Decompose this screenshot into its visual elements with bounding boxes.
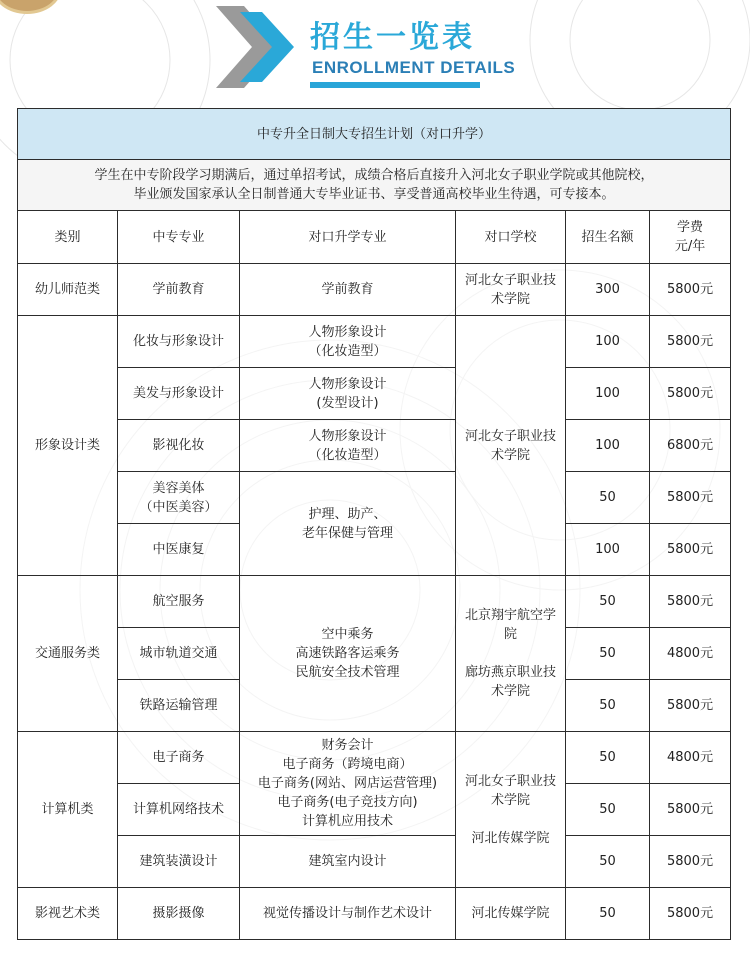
table-row	[18, 836, 731, 888]
col-header-fee	[650, 211, 731, 264]
table-title: 中专升全日制大专招生计划（对口升学）	[18, 109, 731, 160]
major-cell: 美发与形象设计	[118, 368, 240, 420]
school-cell	[456, 732, 566, 888]
quota-cell: 100	[566, 368, 650, 420]
table-title-row	[18, 109, 731, 160]
major-cell: 影视化妆	[118, 420, 240, 472]
quota-cell: 100	[566, 316, 650, 368]
major-cell: 电子商务	[118, 732, 240, 784]
page-subtitle: ENROLLMENT DETAILS	[312, 58, 516, 77]
target-major-cell	[240, 472, 456, 576]
col-header-category: 类别	[18, 211, 118, 264]
major-cell: 化妆与形象设计	[118, 316, 240, 368]
target-major-cell	[240, 368, 456, 420]
fee-cell: 5800元	[650, 368, 731, 420]
fee-cell: 6800元	[650, 420, 731, 472]
quota-cell: 50	[566, 784, 650, 836]
page-header	[0, 0, 750, 100]
target-major-cell	[240, 316, 456, 368]
category-cell: 影视艺术类	[18, 888, 118, 940]
quota-cell: 50	[566, 680, 650, 732]
quota-cell: 50	[566, 576, 650, 628]
target-line: 财务会计	[321, 738, 374, 753]
quota-cell: 50	[566, 472, 650, 524]
target-major-cell	[240, 420, 456, 472]
target-major-cell	[240, 576, 456, 732]
fee-cell: 5800元	[650, 264, 731, 316]
target-line: 护理、助产、	[308, 506, 387, 522]
school-line: 河北传媒学院	[471, 830, 550, 846]
quota-cell: 100	[566, 420, 650, 472]
major-cell: 学前教育	[118, 264, 240, 316]
target-line: 电子商务(网站、网店运营管理)	[257, 776, 438, 791]
fee-cell: 5800元	[650, 524, 731, 576]
fee-cell: 5800元	[650, 784, 731, 836]
fee-cell: 4800元	[650, 732, 731, 784]
school-cell	[456, 576, 566, 732]
major-cell: 航空服务	[118, 576, 240, 628]
major-line: （中医美容）	[139, 499, 218, 515]
chevron-arrow-icon	[210, 6, 300, 88]
table-row	[18, 420, 731, 472]
table-row	[18, 472, 731, 524]
target-line: 人物形象设计	[308, 324, 387, 340]
school-spacer	[459, 644, 562, 663]
target-line: 人物形象设计	[308, 376, 387, 392]
school-line: 廊坊燕京职业技	[464, 665, 556, 680]
col-header-target-major: 对口升学专业	[240, 211, 456, 264]
school-line: 术学院	[490, 792, 530, 808]
col-header-quota: 招生名额	[566, 211, 650, 264]
target-line: 民航安全技术管理	[295, 665, 400, 680]
target-line: 计算机应用技术	[301, 814, 393, 829]
school-line: 河北女子职业技	[464, 272, 556, 288]
target-line: 电子商务(电子竞技方向)	[277, 795, 418, 810]
col-header-school: 对口学校	[456, 211, 566, 264]
page-title: 招生一览表	[310, 20, 475, 55]
target-line: （化妆造型）	[308, 447, 387, 463]
school-spacer	[459, 810, 562, 829]
major-cell: 计算机网络技术	[118, 784, 240, 836]
major-cell: 摄影摄像	[118, 888, 240, 940]
table-description-row	[18, 160, 731, 211]
table-row	[18, 368, 731, 420]
quota-cell: 50	[566, 628, 650, 680]
school-line: 院	[503, 627, 517, 642]
target-major-cell: 视觉传播设计与制作艺术设计	[240, 888, 456, 940]
school-line: 河北女子职业技	[464, 428, 556, 444]
description-line: 毕业颁发国家承认全日制普通大专毕业证书、享受普通高校毕业生待遇，可专接本。	[133, 187, 615, 202]
fee-cell: 5800元	[650, 316, 731, 368]
subtitle-underline	[310, 82, 480, 88]
school-cell	[456, 264, 566, 316]
target-line: （化妆造型）	[308, 343, 387, 359]
category-cell: 幼儿师范类	[18, 264, 118, 316]
major-cell: 城市轨道交通	[118, 628, 240, 680]
school-line: 术学院	[490, 291, 530, 307]
school-cell	[456, 316, 566, 576]
fee-header-line: 学费	[677, 220, 704, 235]
target-line: 电子商务（跨境电商）	[282, 757, 413, 772]
category-cell: 交通服务类	[18, 576, 118, 732]
fee-cell: 5800元	[650, 888, 731, 940]
fee-header-line: 元/年	[674, 239, 706, 254]
school-line: 术学院	[490, 447, 530, 463]
major-line: 美容美体	[152, 480, 205, 496]
col-header-major: 中专专业	[118, 211, 240, 264]
fee-cell: 5800元	[650, 576, 731, 628]
quota-cell: 100	[566, 524, 650, 576]
fee-cell: 4800元	[650, 628, 731, 680]
table-row	[18, 888, 731, 940]
table-row	[18, 316, 731, 368]
fee-cell: 5800元	[650, 836, 731, 888]
target-major-cell: 学前教育	[240, 264, 456, 316]
fee-cell: 5800元	[650, 680, 731, 732]
category-cell: 形象设计类	[18, 316, 118, 576]
table-description	[18, 160, 731, 211]
enrollment-plan-table	[17, 108, 731, 940]
table-row	[18, 576, 731, 628]
quota-cell: 50	[566, 732, 650, 784]
table-row	[18, 732, 731, 784]
major-cell	[118, 472, 240, 524]
category-cell: 计算机类	[18, 732, 118, 888]
fee-cell: 5800元	[650, 472, 731, 524]
quota-cell: 300	[566, 264, 650, 316]
target-line: 空中乘务	[321, 627, 374, 642]
target-line: (发型设计)	[316, 395, 379, 411]
quota-cell: 50	[566, 888, 650, 940]
table-row	[18, 264, 731, 316]
quota-cell: 50	[566, 836, 650, 888]
table-header-row	[18, 211, 731, 264]
school-line: 北京翔宇航空学	[464, 608, 556, 623]
target-line: 人物形象设计	[308, 428, 387, 444]
school-line: 术学院	[490, 684, 530, 699]
target-major-cell: 建筑室内设计	[240, 836, 456, 888]
school-line: 河北女子职业技	[464, 773, 556, 789]
description-line: 学生在中专阶段学习期满后，通过单招考试，成绩合格后直接升入河北女子职业学院或其他院校，	[94, 168, 654, 183]
major-cell: 建筑装潢设计	[118, 836, 240, 888]
target-line: 老年保健与管理	[301, 525, 393, 541]
target-major-cell	[240, 732, 456, 836]
school-cell: 河北传媒学院	[456, 888, 566, 940]
target-line: 高速铁路客运乘务	[295, 646, 400, 661]
major-cell: 铁路运输管理	[118, 680, 240, 732]
major-cell: 中医康复	[118, 524, 240, 576]
